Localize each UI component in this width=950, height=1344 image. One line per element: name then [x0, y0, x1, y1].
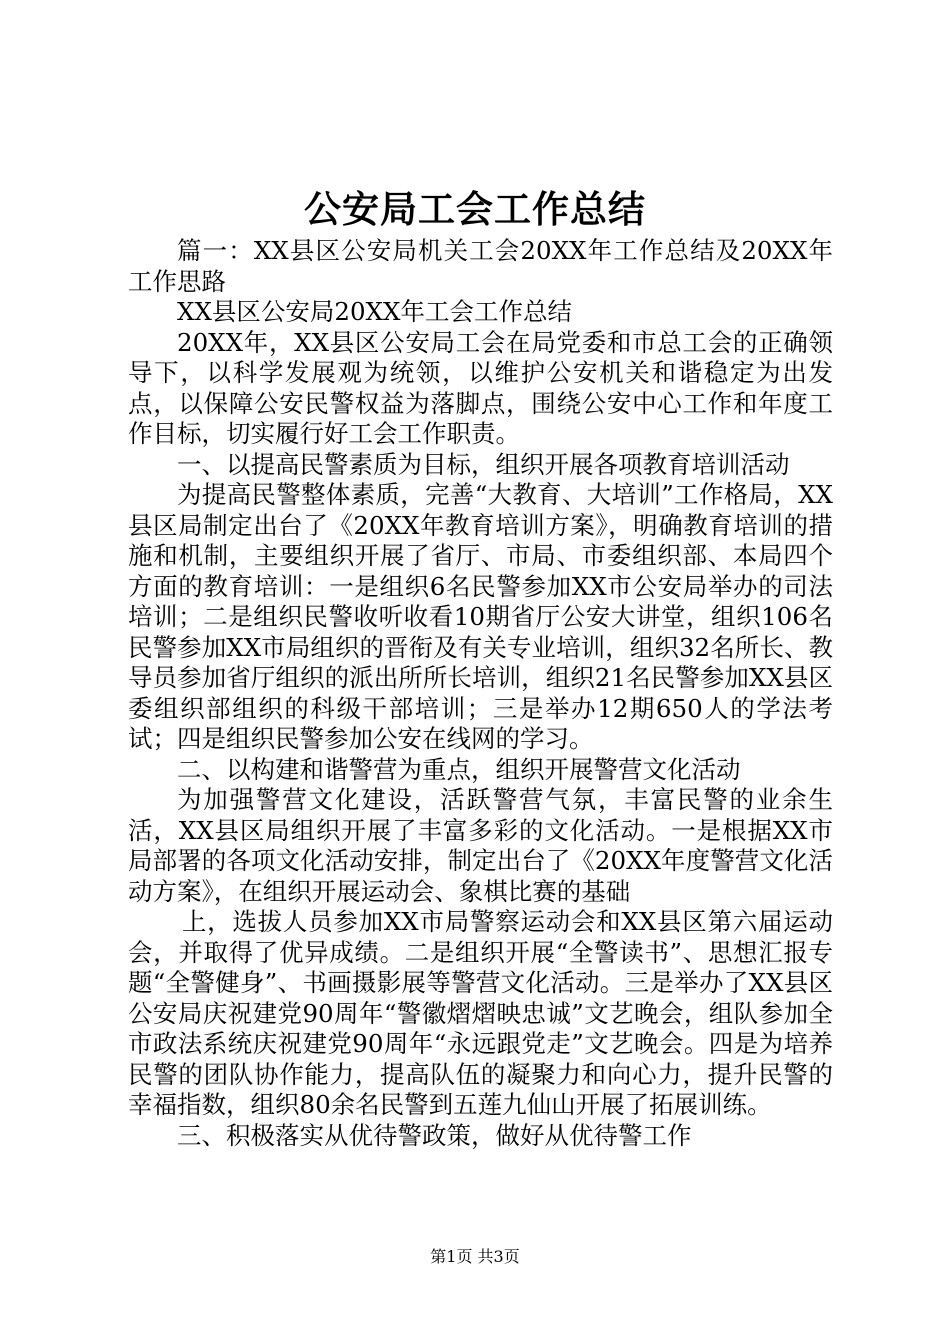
paragraph-subtitle: 篇一：XX县区公安局机关工会20XX年工作总结及20XX年工作思路 — [128, 236, 833, 296]
document-body — [128, 236, 833, 1151]
page-number-footer: 第1页 共3页 — [430, 1247, 520, 1266]
paragraph-intro: 20XX年，XX县区公安局工会在局党委和市总工会的正确领导下，以科学发展观为统领，以维护公安机关和谐稳定为出发点，以保障公安民警权益为落脚点，围绕公安中心工作和年度工作目标，切实履行好工会工作职责。 — [128, 327, 833, 448]
paragraph-report-title: XX县区公安局20XX年工会工作总结 — [177, 297, 572, 326]
paragraph-culture-continued: 上，选拔人员参加XX市局警察运动会和XX县区第六届运动会，并取得了优异成绩。二是组织开展“全警读书”、思想汇报专题“全警健身”、书画摄影展等警营文化活动。三是举办了XX县区公安局庆祝建党90周年“警徽熠熠映忠诚”文艺晚会，组队参加全市政法系统庆祝建党90周年“永远跟党走”文艺晚会。四是为培养民警的团队协作能力，提高队伍的凝聚力和向心力，提升民警的幸福指数，组织80余名民警到五莲九仙山开展了拓展训练。 — [128, 907, 833, 1119]
section-heading-3: 三、积极落实从优待警政策，做好从优待警工作 — [177, 1120, 692, 1150]
document-title: 公安局工会工作总结 — [304, 187, 646, 231]
section-heading-1: 一、以提高民警素质为目标，组织开展各项教育培训活动 — [177, 449, 790, 479]
section-heading-2: 二、以构建和谐警营为重点，组织开展警营文化活动 — [177, 754, 741, 784]
paragraph-culture: 为加强警营文化建设，活跃警营气氛，丰富民警的业余生活，XX县区局组织开展了丰富多彩的文化活动。一是根据XX市局部署的各项文化活动安排，制定出台了《20XX年度警营文化活动方案》，在组织开展运动会、象棋比赛的基础 — [128, 785, 833, 906]
paragraph-training: 为提高民警整体素质，完善“大教育、大培训”工作格局，XX县区局制定出台了《20XX年教育培训方案》，明确教育培训的措施和机制，主要组织开展了省厅、市局、市委组织部、本局四个方面的教育培训：一是组织6名民警参加XX市公安局举办的司法培训；二是组织民警收听收看10期省厅公安大讲堂，组织106名民警参加XX市局组织的晋衔及有关专业培训，组织32名所长、教导员参加省厅组织的派出所所长培训，组织21名民警参加XX县区委组织部组织的科级干部培训；三是举办12期650人的学法考试；四是组织民警参加公安在线网的学习。 — [128, 480, 833, 753]
